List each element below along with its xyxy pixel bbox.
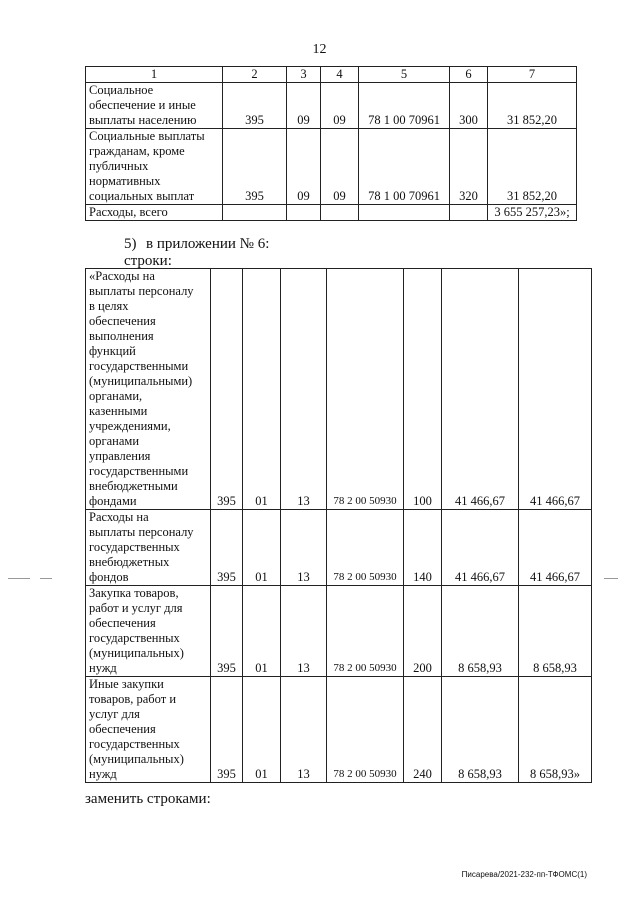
row-name-line: обеспечения	[89, 722, 156, 736]
empty-cell	[450, 205, 488, 221]
cell-subsection: 13	[281, 510, 327, 586]
cell-section: 09	[287, 129, 321, 205]
cell-amount-1: 41 466,67	[442, 510, 519, 586]
cell-section: 01	[243, 269, 281, 510]
empty-cell	[321, 205, 359, 221]
cell-amount: 31 852,20	[488, 129, 577, 205]
cut-mark-right	[604, 578, 618, 579]
cell-ministry: 395	[211, 677, 243, 783]
row-name-line: социальных выплат	[89, 189, 195, 203]
cell-subsection: 13	[281, 586, 327, 677]
header-col-2: 2	[223, 67, 287, 83]
cell-section: 09	[287, 83, 321, 129]
row-name-line: выплаты населению	[89, 113, 197, 127]
row-name-line: государственных	[89, 631, 180, 645]
cell-target-article: 78 1 00 70961	[359, 83, 450, 129]
replace-with-rows-label: заменить строками:	[85, 791, 211, 807]
cell-expense-type: 140	[404, 510, 442, 586]
cell-ministry: 395	[211, 269, 243, 510]
row-name-line: товаров, работ и	[89, 692, 177, 706]
row-name-line: казенными	[89, 404, 148, 418]
row-name-line: выполнения	[89, 329, 154, 343]
cut-mark-left	[40, 578, 52, 579]
row-name-line: государственных	[89, 540, 180, 554]
cell-amount-1: 8 658,93	[442, 586, 519, 677]
page-number: 12	[312, 42, 327, 57]
cell-amount-2: 8 658,93	[519, 586, 592, 677]
cell-subsection: 09	[321, 129, 359, 205]
paragraph-5	[124, 236, 269, 253]
cell-ministry: 395	[223, 83, 287, 129]
total-amount: 3 655 257,23»;	[488, 205, 577, 221]
row-name-line: обеспечения	[89, 314, 156, 328]
row-name-line: выплаты персоналу	[89, 284, 194, 298]
paragraph-number: 5)	[124, 236, 137, 252]
cell-expense-type: 320	[450, 129, 488, 205]
row-name	[86, 677, 211, 783]
row-name-line: Расходы на	[89, 510, 149, 524]
row-name	[86, 269, 211, 510]
row-name-line: государственных	[89, 737, 180, 751]
table-row	[86, 586, 592, 677]
row-name	[86, 129, 223, 205]
row-name-line: государственными	[89, 464, 189, 478]
expenses-table	[85, 66, 577, 221]
empty-cell	[223, 205, 287, 221]
row-name	[86, 510, 211, 586]
table-header-row	[86, 67, 577, 83]
row-name-line: органами,	[89, 389, 143, 403]
row-name	[86, 586, 211, 677]
row-name-line: нормативных	[89, 174, 161, 188]
cell-target-article: 78 2 00 50930	[327, 677, 404, 783]
row-name-line: государственными	[89, 359, 189, 373]
row-name	[86, 83, 223, 129]
header-col-7: 7	[488, 67, 577, 83]
row-name-line: функций	[89, 344, 136, 358]
cell-section: 01	[243, 586, 281, 677]
header-col-1: 1	[86, 67, 223, 83]
row-name-line: выплаты персоналу	[89, 525, 194, 539]
cell-ministry: 395	[223, 129, 287, 205]
row-name-line: Социальные выплаты	[89, 129, 205, 143]
table-row	[86, 129, 577, 205]
cell-expense-type: 100	[404, 269, 442, 510]
cell-expense-type: 200	[404, 586, 442, 677]
row-name-line: нужд	[89, 767, 117, 781]
cell-amount-2: 8 658,93»	[519, 677, 592, 783]
row-name-line: (муниципальных)	[89, 646, 184, 660]
row-name-line: органами	[89, 434, 140, 448]
row-name-line: управления	[89, 449, 151, 463]
row-name-line: обеспечения	[89, 616, 156, 630]
cell-target-article: 78 1 00 70961	[359, 129, 450, 205]
row-name-line: «Расходы на	[89, 269, 155, 283]
paragraph-text: в приложении № 6:	[146, 236, 270, 252]
header-col-5: 5	[359, 67, 450, 83]
header-col-6: 6	[450, 67, 488, 83]
cell-target-article: 78 2 00 50930	[327, 510, 404, 586]
cell-expense-type: 240	[404, 677, 442, 783]
row-name-line: фондов	[89, 570, 129, 584]
cell-subsection: 09	[321, 83, 359, 129]
row-name-line: Закупка товаров,	[89, 586, 179, 600]
row-name-line: обеспечение и иные	[89, 98, 196, 112]
row-name-line: работ и услуг для	[89, 601, 183, 615]
cut-mark-left	[8, 578, 30, 579]
cell-expense-type: 300	[450, 83, 488, 129]
empty-cell	[359, 205, 450, 221]
document-footer: Писарева/2021-232-пп-ТФОМС(1)	[461, 870, 587, 879]
header-col-3: 3	[287, 67, 321, 83]
row-name-line: учреждениями,	[89, 419, 171, 433]
header-col-4: 4	[321, 67, 359, 83]
cell-target-article: 78 2 00 50930	[327, 586, 404, 677]
row-name-line: (муниципальных)	[89, 752, 184, 766]
cell-target-article: 78 2 00 50930	[327, 269, 404, 510]
total-row	[86, 205, 577, 221]
cell-subsection: 13	[281, 269, 327, 510]
cell-amount-1: 8 658,93	[442, 677, 519, 783]
row-name-line: внебюджетными	[89, 479, 178, 493]
appendix-6-table	[85, 268, 592, 783]
row-name-line: Иные закупки	[89, 677, 164, 691]
row-name-line: фондами	[89, 494, 137, 508]
total-label: Расходы, всего	[86, 205, 223, 221]
table-row	[86, 83, 577, 129]
table-row	[86, 510, 592, 586]
row-name-line: в целях	[89, 299, 129, 313]
cell-subsection: 13	[281, 677, 327, 783]
table-row	[86, 677, 592, 783]
row-name-line: услуг для	[89, 707, 140, 721]
cell-ministry: 395	[211, 586, 243, 677]
cell-section: 01	[243, 510, 281, 586]
empty-cell	[287, 205, 321, 221]
cell-amount-1: 41 466,67	[442, 269, 519, 510]
cell-amount: 31 852,20	[488, 83, 577, 129]
cell-amount-2: 41 466,67	[519, 510, 592, 586]
table-row	[86, 269, 592, 510]
rows-label: строки:	[124, 253, 172, 269]
row-name-line: гражданам, кроме	[89, 144, 185, 158]
row-name-line: Социальное	[89, 83, 154, 97]
cell-amount-2: 41 466,67	[519, 269, 592, 510]
row-name-line: нужд	[89, 661, 117, 675]
row-name-line: публичных	[89, 159, 149, 173]
row-name-line: (муниципальными)	[89, 374, 193, 388]
cell-section: 01	[243, 677, 281, 783]
row-name-line: внебюджетных	[89, 555, 170, 569]
cell-ministry: 395	[211, 510, 243, 586]
